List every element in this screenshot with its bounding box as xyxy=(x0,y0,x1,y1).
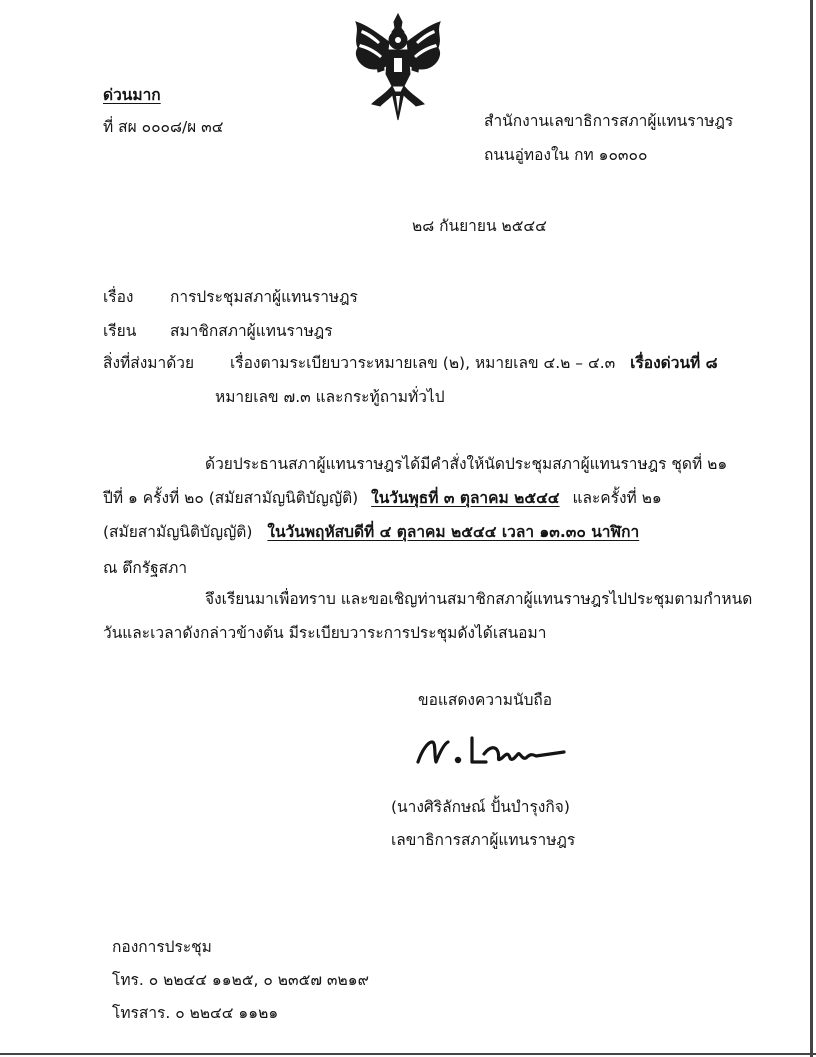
garuda-emblem-icon xyxy=(348,12,448,124)
bottom-edge-shadow xyxy=(0,1053,816,1055)
body-p1-line-2 xyxy=(103,489,662,508)
document-number: ที่ สผ ๐๐๐๘/ผ ๓๔ xyxy=(103,118,224,136)
enclosure-line-1 xyxy=(230,354,718,373)
closing-salutation: ขอแสดงความนับถือ xyxy=(418,691,553,709)
body-p1-line-3 xyxy=(103,523,639,542)
enclosure-line-1-text: เรื่องตามระเบียบวาระหมายเลข (๒), หมายเลข ๔.๒ – ๔.๓ xyxy=(230,354,616,372)
body-p1-line-2-a: ปีที่ ๑ ครั้งที่ ๒๐ (สมัยสามัญนิติบัญญัติ) xyxy=(103,489,359,507)
office-name: สำนักงานเลขาธิการสภาผู้แทนราษฎร xyxy=(484,112,734,130)
right-edge-shadow xyxy=(810,0,813,1057)
body-p2-line-2: วันและเวลาดังกล่าวข้างต้น มีระเบียบวาระการประชุมดังได้เสนอมา xyxy=(103,624,547,642)
body-p1-line-1: ด้วยประธานสภาผู้แทนราษฎรได้มีคำสั่งให้นัดประชุมสภาผู้แทนราษฎร ชุดที่ ๒๑ xyxy=(205,455,728,473)
signer-name: (นางศิริลักษณ์ ปั้นบำรุงกิจ) xyxy=(391,798,570,816)
addressee-label: เรียน xyxy=(103,322,137,340)
body-p2-line-1: จึงเรียนมาเพื่อทราบ และขอเชิญท่านสมาชิกสภาผู้แทนราษฎรไปประชุมตามกำหนด xyxy=(205,590,753,608)
enclosure-label: สิ่งที่ส่งมาด้วย xyxy=(103,354,195,372)
footer-department: กองการประชุม xyxy=(112,938,212,956)
letter-date: ๒๘ กันยายน ๒๕๔๔ xyxy=(412,217,547,235)
body-p1-line-3-a: (สมัยสามัญนิติบัญญัติ) xyxy=(103,523,253,541)
body-p1-line-2-c: และครั้งที่ ๒๑ xyxy=(572,489,662,507)
signer-title: เลขาธิการสภาผู้แทนราษฎร xyxy=(391,831,576,849)
office-address: ถนนอู่ทองใน กท ๑๐๓๐๐ xyxy=(484,146,648,164)
subject-text: การประชุมสภาผู้แทนราษฎร xyxy=(170,288,358,306)
meeting-venue: ณ ตึกรัฐสภา xyxy=(103,559,188,577)
meeting-date-1: ในวันพุธที่ ๓ ตุลาคม ๒๕๔๔ xyxy=(371,489,560,507)
footer-fax: โทรสาร. ๐ ๒๒๔๔ ๑๑๒๑ xyxy=(112,1004,279,1022)
enclosure-urgent-item: เรื่องด่วนที่ ๘ xyxy=(630,354,718,372)
meeting-date-2: ในวันพฤหัสบดีที่ ๔ ตุลาคม ๒๕๔๔ เวลา ๑๓.๓๐ นาฬิกา xyxy=(267,523,640,541)
subject-label: เรื่อง xyxy=(103,288,134,306)
footer-phone: โทร. ๐ ๒๒๔๔ ๑๑๒๕, ๐ ๒๓๕๗ ๓๒๑๙ xyxy=(112,971,369,989)
addressee-text: สมาชิกสภาผู้แทนราษฎร xyxy=(170,322,333,340)
urgency-label: ด่วนมาก xyxy=(103,86,161,104)
enclosure-line-2: หมายเลข ๗.๓ และกระทู้ถามทั่วไป xyxy=(215,388,445,406)
signature-icon xyxy=(414,732,574,770)
